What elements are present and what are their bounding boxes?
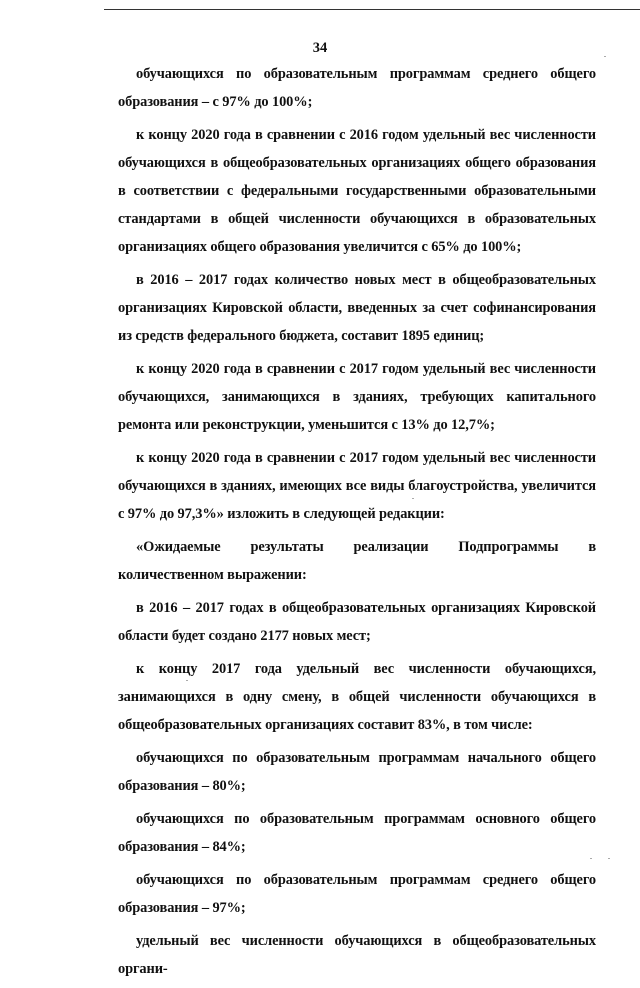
paragraph: обучающихся по образовательным программам основного общего образования – 84%;: [118, 811, 596, 855]
top-border-line: [104, 9, 640, 10]
paragraph: удельный вес численности обучающихся в общеобразовательных органи-: [118, 933, 596, 977]
paragraph: обучающихся по образовательным программам среднего общего образования – 97%;: [118, 872, 596, 916]
scan-speck: [412, 498, 414, 499]
paragraph: к концу 2017 года удельный вес численности обучающихся, занимающихся в одну смену, в общей численности обучающихся в общеобразовательных организациях составит 83%, в том числе:: [118, 661, 596, 733]
paragraph: к концу 2020 года в сравнении с 2017 годом удельный вес численности обучающихся в зданиях, имеющих все виды благоустройства, увеличится с 97% до 97,3%» изложить в следующей редакции:: [118, 450, 596, 522]
paragraph: обучающихся по образовательным программам начального общего образования – 80%;: [118, 750, 596, 794]
paragraph: «Ожидаемые результаты реализации Подпрограммы в количественном выражении:: [118, 539, 596, 583]
scan-speck: [604, 56, 606, 57]
document-body: [118, 60, 596, 988]
paragraph: в 2016 – 2017 годах количество новых мест в общеобразовательных организациях Кировской области, введенных за счет софинансирования из средств федерального бюджета, составит 1895 единиц;: [118, 272, 596, 344]
scan-speck: [186, 680, 188, 681]
paragraph: в 2016 – 2017 годах в общеобразовательных организациях Кировской области будет создано 2177 новых мест;: [118, 600, 596, 644]
scan-speck: [590, 858, 592, 859]
paragraph: к концу 2020 года в сравнении с 2016 годом удельный вес численности обучающихся в общеобразовательных организациях общего образования в соответствии с федеральными государственными образовательными стандартами в общей численности обучающихся в образовательных организациях общего образования увеличится с 65% до 100%;: [118, 127, 596, 255]
paragraph: к концу 2020 года в сравнении с 2017 годом удельный вес численности обучающихся, занимающихся в зданиях, требующих капитального ремонта или реконструкции, уменьшится с 13% до 12,7%;: [118, 361, 596, 433]
paragraph: обучающихся по образовательным программам среднего общего образования – с 97% до 100%;: [118, 66, 596, 110]
page-number: 34: [312, 40, 328, 56]
scan-speck: [608, 858, 610, 859]
